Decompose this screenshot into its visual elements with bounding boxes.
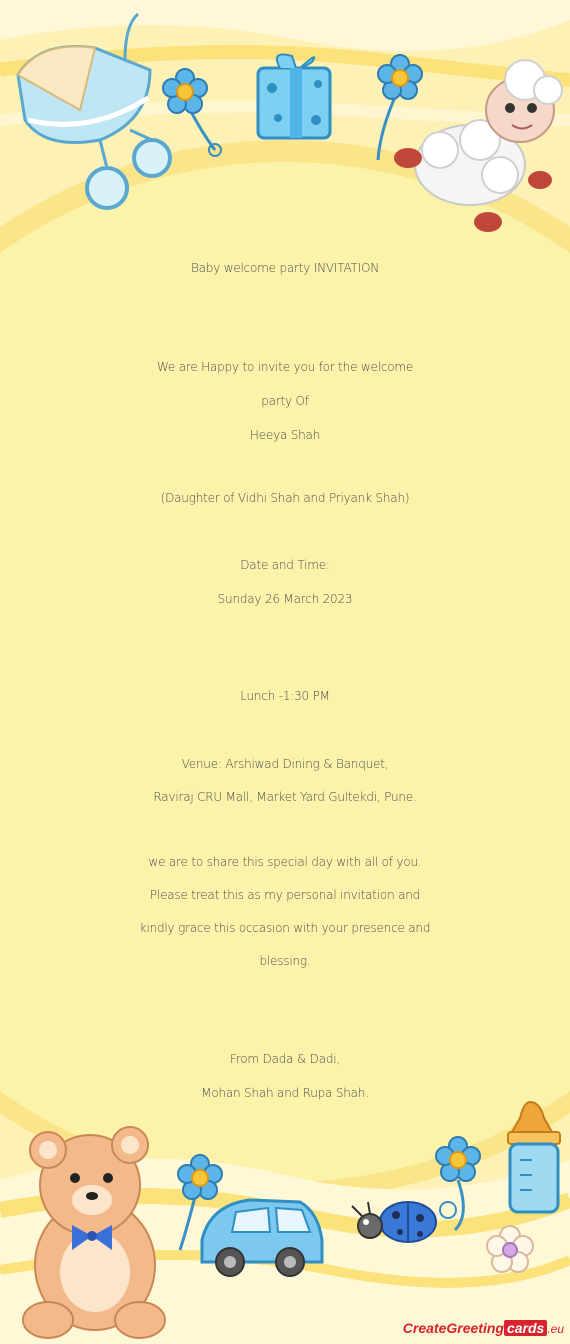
date-value: Sunday 26 March 2023	[217, 592, 353, 606]
baby-name: Heeya Shah	[249, 428, 321, 442]
intro-line: party Of	[261, 394, 309, 408]
message-line: kindly grace this occasion with your presence and	[139, 921, 431, 935]
brand-part1: CreateGreeting	[402, 1320, 504, 1336]
brand-watermark[interactable]	[403, 1320, 564, 1336]
date-label: Date and Time:	[240, 558, 330, 572]
message-line: we are to share this special day with all of you.	[148, 855, 422, 869]
gift-box-icon	[258, 55, 330, 139]
brand-part2: cards	[504, 1320, 547, 1336]
venue-line: Venue: Arshiwad Dining & Banquet,	[181, 757, 389, 771]
message-line: blessing.	[259, 954, 311, 968]
venue-line: Raviraj CRU Mall, Market Yard Gultekdi, Pune.	[153, 790, 417, 804]
from-line: From Dada & Dadi,	[229, 1052, 341, 1066]
from-line: Mohan Shah and Rupa Shah.	[201, 1086, 369, 1100]
parents-line: (Daughter of Vidhi Shah and Priyank Shah)	[160, 491, 410, 505]
card-title: Baby welcome party INVITATION	[190, 261, 380, 275]
message-line: Please treat this as my personal invitation and	[149, 888, 421, 902]
brand-suffix: .eu	[547, 1322, 564, 1336]
lunch-time: Lunch -1:30 PM	[240, 689, 330, 703]
intro-line: We are Happy to invite you for the welcome	[156, 360, 414, 374]
